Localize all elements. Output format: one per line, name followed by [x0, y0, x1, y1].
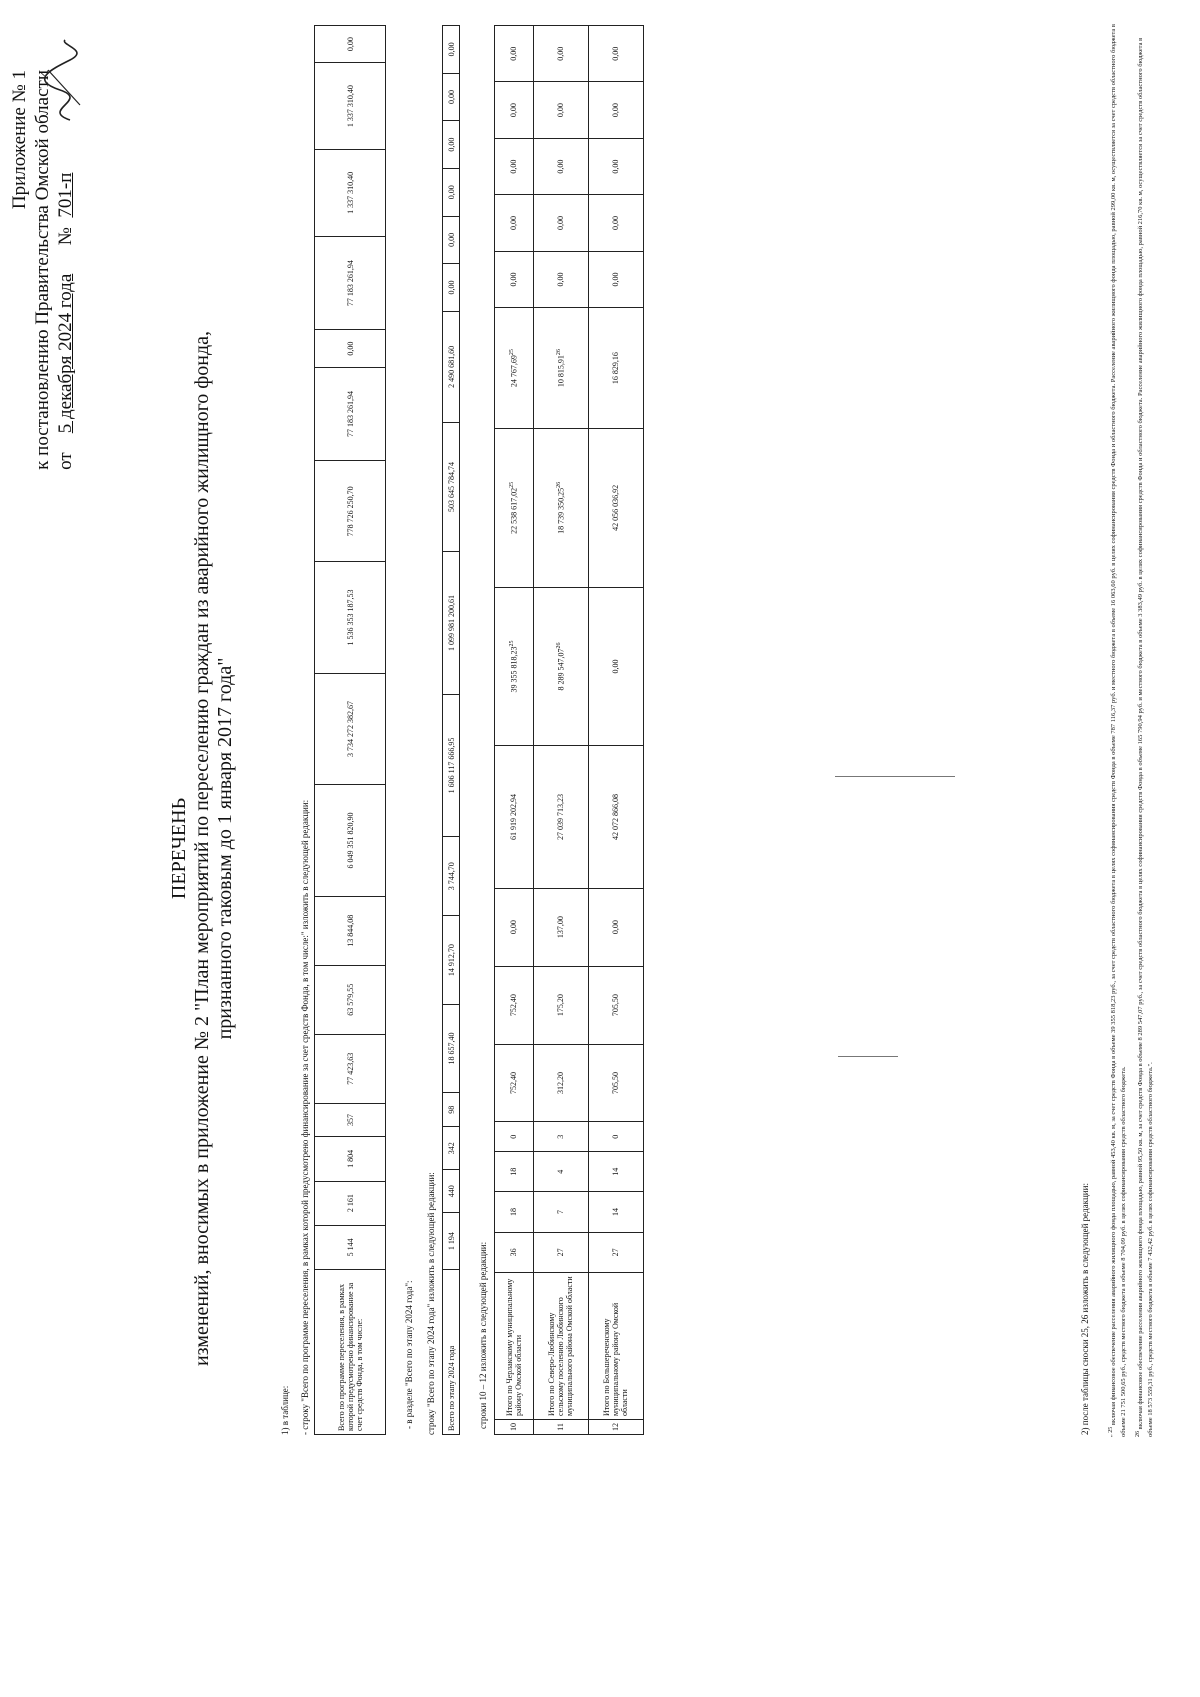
- table-program-total: [314, 25, 386, 1435]
- cell-value: 22 538 617,02: [509, 487, 519, 534]
- cell: 0,00: [495, 82, 534, 138]
- footnote-ref: 26: [555, 349, 562, 356]
- cell: 0,00: [443, 26, 460, 74]
- cell: 0,00: [495, 251, 534, 307]
- cell: 0,00: [495, 26, 534, 82]
- cell: 18: [495, 1152, 534, 1192]
- cell-value: 8 289 547,07: [556, 648, 566, 691]
- cell: 1 606 117 666,95: [443, 694, 460, 836]
- footnote-25: [1106, 17, 1129, 1437]
- cell: 705,50: [588, 966, 643, 1044]
- cell: 42 072 866,08: [588, 746, 643, 888]
- cell: [495, 587, 534, 746]
- table-row: [495, 26, 534, 1435]
- cell: 16 829,16: [588, 308, 643, 429]
- cell: 4: [533, 1152, 588, 1192]
- cell: 0,00: [533, 82, 588, 138]
- cell: 0,00: [443, 73, 460, 121]
- cell: 0,00: [588, 587, 643, 746]
- cell: 36: [495, 1232, 534, 1272]
- cell: 0,00: [443, 121, 460, 169]
- footnotes: [1106, 17, 1156, 1437]
- cell: 5 144: [315, 1225, 386, 1269]
- note-5: строки 10 – 12 изложить в следующей редакции:: [478, 1241, 488, 1429]
- cell-value: 24 767,69: [509, 355, 519, 388]
- row-label: Итого по Большереченскому муниципальному району Омской области: [588, 1273, 643, 1420]
- footnote-ref: 25: [508, 481, 515, 488]
- cell: 342: [443, 1127, 460, 1170]
- cell: 1 194: [443, 1213, 460, 1270]
- footnote-26: [1133, 17, 1156, 1437]
- cell: 6 049 351 820,90: [315, 785, 386, 896]
- cell: 0,00: [533, 138, 588, 194]
- cell: 1 337 310,40: [315, 63, 386, 150]
- cell: 0,00: [588, 82, 643, 138]
- cell: 2 490 681,60: [443, 311, 460, 422]
- cell: 0,00: [533, 195, 588, 251]
- note-6: 2) после таблицы сноски 25, 26 изложить в следующей редакции:: [1080, 1183, 1090, 1435]
- row-label: Итого по Северо-Любинскому сельскому поселению Любинского муниципального района Омской области: [533, 1273, 588, 1420]
- cell: 0,00: [315, 26, 386, 63]
- footnote-ref: 25: [508, 349, 515, 356]
- title-line2: изменений, вносимых в приложение № 2 "План мероприятий по переселению граждан из аварийного жилищного фонда,: [191, 330, 213, 1367]
- cell: 0,00: [495, 138, 534, 194]
- footnote-text: включая финансовое обеспечение расселения аварийного жилищного фонда площадью, равной 95,50 кв. м, за счет средств Фонда в объеме 8 289 547,07 руб., за счет средств областного бюджета в целях софинансирования средств Фонда в объеме 165 790,94 руб. и местного бюджета в объеме 3 383,49 руб. в целях софинансирования средств Фонда и областного бюджета. Расселение аварийного жилищного фонда площадью, равной 216,70 кв. м, осуществляется за счет средств областного бюджета в объеме 18 573 559,31 руб., средств местного бюджета в объеме 7 432,42 руб. в целях софинансирования средств областного бюджета.".: [1137, 37, 1155, 1437]
- cell: 77 183 261,94: [315, 236, 386, 330]
- cell: 312,20: [533, 1044, 588, 1122]
- cell: 0,00: [533, 251, 588, 307]
- cell: 778 726 250,70: [315, 461, 386, 562]
- quote-mark: ": [1110, 1434, 1118, 1437]
- cell: 14 912,70: [443, 916, 460, 1004]
- cell: 175,20: [533, 966, 588, 1044]
- table-row: [533, 26, 588, 1435]
- cell: 77 423,63: [315, 1034, 386, 1103]
- table-row: [588, 26, 643, 1435]
- cell: 1 804: [315, 1137, 386, 1181]
- note-1: 1) в таблице:: [280, 1385, 290, 1435]
- cell: 3 744,70: [443, 837, 460, 916]
- cell: [495, 308, 534, 429]
- cell: 1 337 310,40: [315, 150, 386, 237]
- cell: 14: [588, 1152, 643, 1192]
- cell: 0,00: [443, 264, 460, 312]
- cell: 0,00: [443, 216, 460, 264]
- decree-number: 701-п: [55, 172, 76, 218]
- table-rows-10-12: [494, 25, 644, 1435]
- cell: 98: [443, 1093, 460, 1127]
- signature-mark: [30, 30, 100, 130]
- row-number: 10: [495, 1420, 534, 1435]
- cell: 0,00: [495, 195, 534, 251]
- cell: 1 536 353 187,53: [315, 562, 386, 673]
- row-number: 11: [533, 1420, 588, 1435]
- note-2: - строку "Всего по программе переселения, в рамках которой предусмотрено финансирование за счет средств Фонда, в том числе:" изложить в следующей редакции:: [300, 799, 310, 1435]
- cell: 18: [495, 1192, 534, 1232]
- footnote-ref: 25: [508, 640, 515, 647]
- cell: [533, 587, 588, 746]
- row-label: Всего по программе переселения, в рамках которой предусмотрено финансирование за счет средств Фонда, в том числе:: [315, 1270, 386, 1435]
- cell: 1 099 981 200,61: [443, 552, 460, 695]
- cell: 0,00: [588, 26, 643, 82]
- cell: [495, 429, 534, 588]
- cell-value: 10 815,91: [556, 355, 566, 388]
- cell: 27: [533, 1232, 588, 1272]
- cell-value: 39 355 818,23: [509, 646, 519, 693]
- cell: 440: [443, 1170, 460, 1213]
- cell: 0,00: [443, 168, 460, 216]
- row-label: Всего по этапу 2024 года: [443, 1270, 460, 1435]
- cell: 0,00: [588, 251, 643, 307]
- scan-artifact-line: [835, 776, 955, 777]
- scan-artifact-line: [838, 1056, 898, 1057]
- row-number: 12: [588, 1420, 643, 1435]
- cell: 0,00: [588, 138, 643, 194]
- cell: 0,00: [315, 330, 386, 367]
- cell: 61 919 202,94: [495, 746, 534, 888]
- header-line2: к постановлению Правительства Омской области: [32, 70, 53, 470]
- title-line3: признанного таковым до 1 января 2017 года": [214, 657, 236, 1040]
- number-prefix: №: [55, 227, 76, 246]
- cell: [533, 308, 588, 429]
- cell: 3 734 272 382,67: [315, 673, 386, 784]
- table-row: [315, 26, 386, 1435]
- cell: 14: [588, 1192, 643, 1232]
- header-line1: Приложение № 1: [9, 70, 30, 210]
- cell: [533, 429, 588, 588]
- row-label: Итого по Черлакскому муниципальному району Омской области: [495, 1273, 534, 1420]
- table-row: [443, 26, 460, 1435]
- cell: 13 844,08: [315, 896, 386, 965]
- cell: 2 161: [315, 1181, 386, 1225]
- cell: 27: [588, 1232, 643, 1272]
- cell: 27 039 713,23: [533, 746, 588, 888]
- cell: 77 183 261,94: [315, 367, 386, 461]
- decree-date: 5 декабря 2024 года: [55, 273, 76, 434]
- footnote-ref: 26: [555, 481, 562, 488]
- title-line1: ПЕРЕЧЕНЬ: [168, 797, 190, 900]
- cell: 0: [588, 1122, 643, 1152]
- cell: 0,00: [588, 888, 643, 966]
- table-stage-total: [442, 25, 460, 1435]
- cell: 503 645 784,74: [443, 422, 460, 551]
- cell: 0,00: [495, 888, 534, 966]
- cell: 3: [533, 1122, 588, 1152]
- footnote-ref: 26: [555, 642, 562, 649]
- cell: 0,00: [533, 26, 588, 82]
- cell-value: 18 739 350,25: [556, 487, 566, 534]
- date-prefix: от: [55, 452, 76, 470]
- footnote-number: 26: [1135, 1431, 1142, 1437]
- cell: 0: [495, 1122, 534, 1152]
- cell: 7: [533, 1192, 588, 1232]
- note-3: - в разделе "Всего по этапу 2024 года":: [404, 1280, 414, 1429]
- cell: 357: [315, 1103, 386, 1137]
- cell: 705,50: [588, 1044, 643, 1122]
- cell: 0,00: [588, 195, 643, 251]
- cell: 137,00: [533, 888, 588, 966]
- footnote-number: 25: [1108, 1426, 1114, 1433]
- cell: 42 056 036,92: [588, 429, 643, 588]
- cell: 63 579,55: [315, 965, 386, 1034]
- cell: 752,40: [495, 966, 534, 1044]
- cell: 18 657,40: [443, 1004, 460, 1092]
- footnote-text: включая финансовое обеспечение расселения аварийного жилищного фонда площадью, равной 453,40 кв. м, за счет средств Фонда в объеме 39 355 818,23 руб., за счет средств областного бюджета в целях софинансирования средств Фонда в объеме 787 116,37 руб. и местного бюджета в объеме 16 063,60 руб. в целях софинансирования средств Фонда и областного бюджета. Расселение аварийного жилищного фонда площадью, равной 299,00 кв. м, осуществляется за счет средств областного бюджета в объеме 21 751 500,65 руб., средств местного бюджета в объеме 8 704,09 руб. в целях софинансирования средств областного бюджета.: [1110, 24, 1128, 1437]
- note-4: строку "Всего по этапу 2024 года" изложить в следующей редакции:: [426, 1172, 436, 1435]
- cell: 752,40: [495, 1044, 534, 1122]
